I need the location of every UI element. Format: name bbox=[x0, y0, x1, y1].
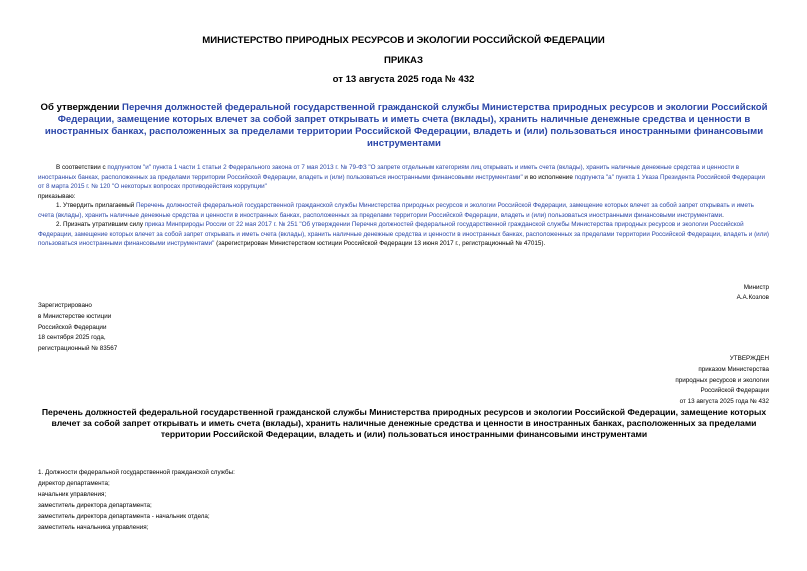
clause-2 bbox=[38, 220, 770, 249]
order-body bbox=[38, 163, 770, 249]
registration-line: Зарегистрировано bbox=[38, 302, 92, 309]
repealed-order-link[interactable]: приказ Минприроды России от 22 мая 2017 г. № 251 "Об утверждении Перечня должностей федеральной государственной гражданской службы Министерства природных ресурсов и экологии Российской Федерации, замещение которых влечет за собой запрет открывать и иметь счета (вклады), хранить наличные денежные средства и ценности в иностранных банках, расположенных за пределами территории Российской Федерации, владеть и (или) пользоваться иностранными финансовыми инструментами" bbox=[38, 221, 769, 247]
clause-1 bbox=[38, 201, 770, 220]
list-item: заместитель директора департамента - начальник отдела; bbox=[38, 512, 210, 520]
order-word: приказываю: bbox=[38, 192, 76, 200]
registration-line: 18 сентября 2025 года, bbox=[38, 334, 106, 342]
list-item: заместитель начальника управления; bbox=[38, 523, 149, 531]
list-item: 1. Должности федеральной государственной гражданской службы: bbox=[38, 469, 235, 476]
list-item: директор департамента; bbox=[38, 479, 110, 487]
approval-line: природных ресурсов и экологии bbox=[675, 376, 769, 384]
ministry-heading: МИНИСТЕРСТВО ПРИРОДНЫХ РЕСУРСОВ И ЭКОЛОГИИ РОССИЙСКОЙ ФЕДЕРАЦИИ bbox=[202, 35, 605, 46]
title-prefix: Об утверждении bbox=[40, 102, 123, 113]
list-title: Перечень должностей федеральной государственной гражданской службы Министерства природных ресурсов и экологии Российской Федерации, замещение которых влечет за собой запрет открывать и иметь счета (вклады), хранить наличные денежные средства и ценности в иностранных банках, расположенных за пределами территории Российской Федерации, владеть и (или) пользоваться иностранными финансовыми инструментами bbox=[41, 407, 767, 439]
approval-line: от 13 августа 2025 года № 432 bbox=[679, 398, 769, 406]
registration-line: в Министерстве юстиции bbox=[38, 312, 112, 320]
preamble-text-mid: и во исполнение bbox=[522, 173, 575, 181]
signer-position: Министр bbox=[743, 284, 769, 291]
positions-list bbox=[38, 468, 770, 533]
clause-1-text: 1. Утвердить прилагаемый bbox=[56, 202, 137, 209]
registration-block bbox=[38, 301, 117, 355]
preamble-paragraph bbox=[38, 163, 770, 192]
approval-line: УТВЕРЖДЕН bbox=[729, 355, 769, 362]
approval-line: приказом Министерства bbox=[698, 365, 769, 373]
order-date-number: от 13 августа 2025 года № 432 bbox=[332, 74, 475, 85]
signer-name: А.А.Козлов bbox=[736, 294, 769, 301]
list-item: заместитель директора департамента; bbox=[38, 501, 152, 509]
clause-1-end: . bbox=[722, 211, 724, 219]
registration-line: Российской Федерации bbox=[38, 323, 107, 331]
list-link[interactable]: Перечень должностей федеральной государственной гражданской службы Министерства природных ресурсов и экологии Российской Федерации, замещение которых влечет за собой запрет открывать и иметь счета (вклады), хранить наличные денежные средства и ценности в иностранных банках, расположенных за пределами территории Российской Федерации, владеть и (или) пользоваться иностранными финансовыми инструментами bbox=[38, 202, 754, 219]
presidential-decree-link[interactable]: подпункта "а" пункта 1 Указа Президента Российской Федерации от 8 марта 2015 г. № 120 "О некоторых вопросах противодействия коррупции" bbox=[38, 173, 766, 190]
document-type-heading: ПРИКАЗ bbox=[384, 55, 423, 66]
registration-line: регистрационный № 83567 bbox=[38, 345, 118, 353]
approval-block bbox=[675, 354, 769, 408]
preamble-text: В соответствии с bbox=[56, 164, 108, 171]
clause-2-text: 2. Признать утратившим силу bbox=[56, 221, 145, 228]
clause-2-end: (зарегистрирован Министерством юстиции Российской Федерации 13 июня 2017 г., регистрационный № 47015). bbox=[214, 240, 546, 247]
approval-line: Российской Федерации bbox=[700, 387, 769, 395]
signature-block bbox=[737, 283, 769, 303]
title-link[interactable]: Перечня должностей федеральной государственной гражданской службы Министерства природных ресурсов и экологии Российской Федерации, замещение которых влечет за собой запрет открывать и иметь счета (вклады), хранить наличные денежные средства и ценности в иностранных банках, расположенных за пределами территории Российской Федерации, владеть и (или) пользоваться иностранными финансовыми инструментами bbox=[44, 102, 768, 149]
document-title bbox=[34, 102, 774, 150]
federal-law-link[interactable]: подпунктом "и" пункта 1 части 1 статьи 2 Федерального закона от 7 мая 2013 г. № 79-ФЗ "О запрете отдельным категориям лиц открывать и иметь счета (вклады), хранить наличные денежные средства и ценности в иностранных банках, расположенных за пределами территории Российской Федерации, владеть и (или) пользоваться иностранными финансовыми инструментами" bbox=[38, 164, 740, 181]
list-item: начальник управления; bbox=[38, 490, 107, 498]
